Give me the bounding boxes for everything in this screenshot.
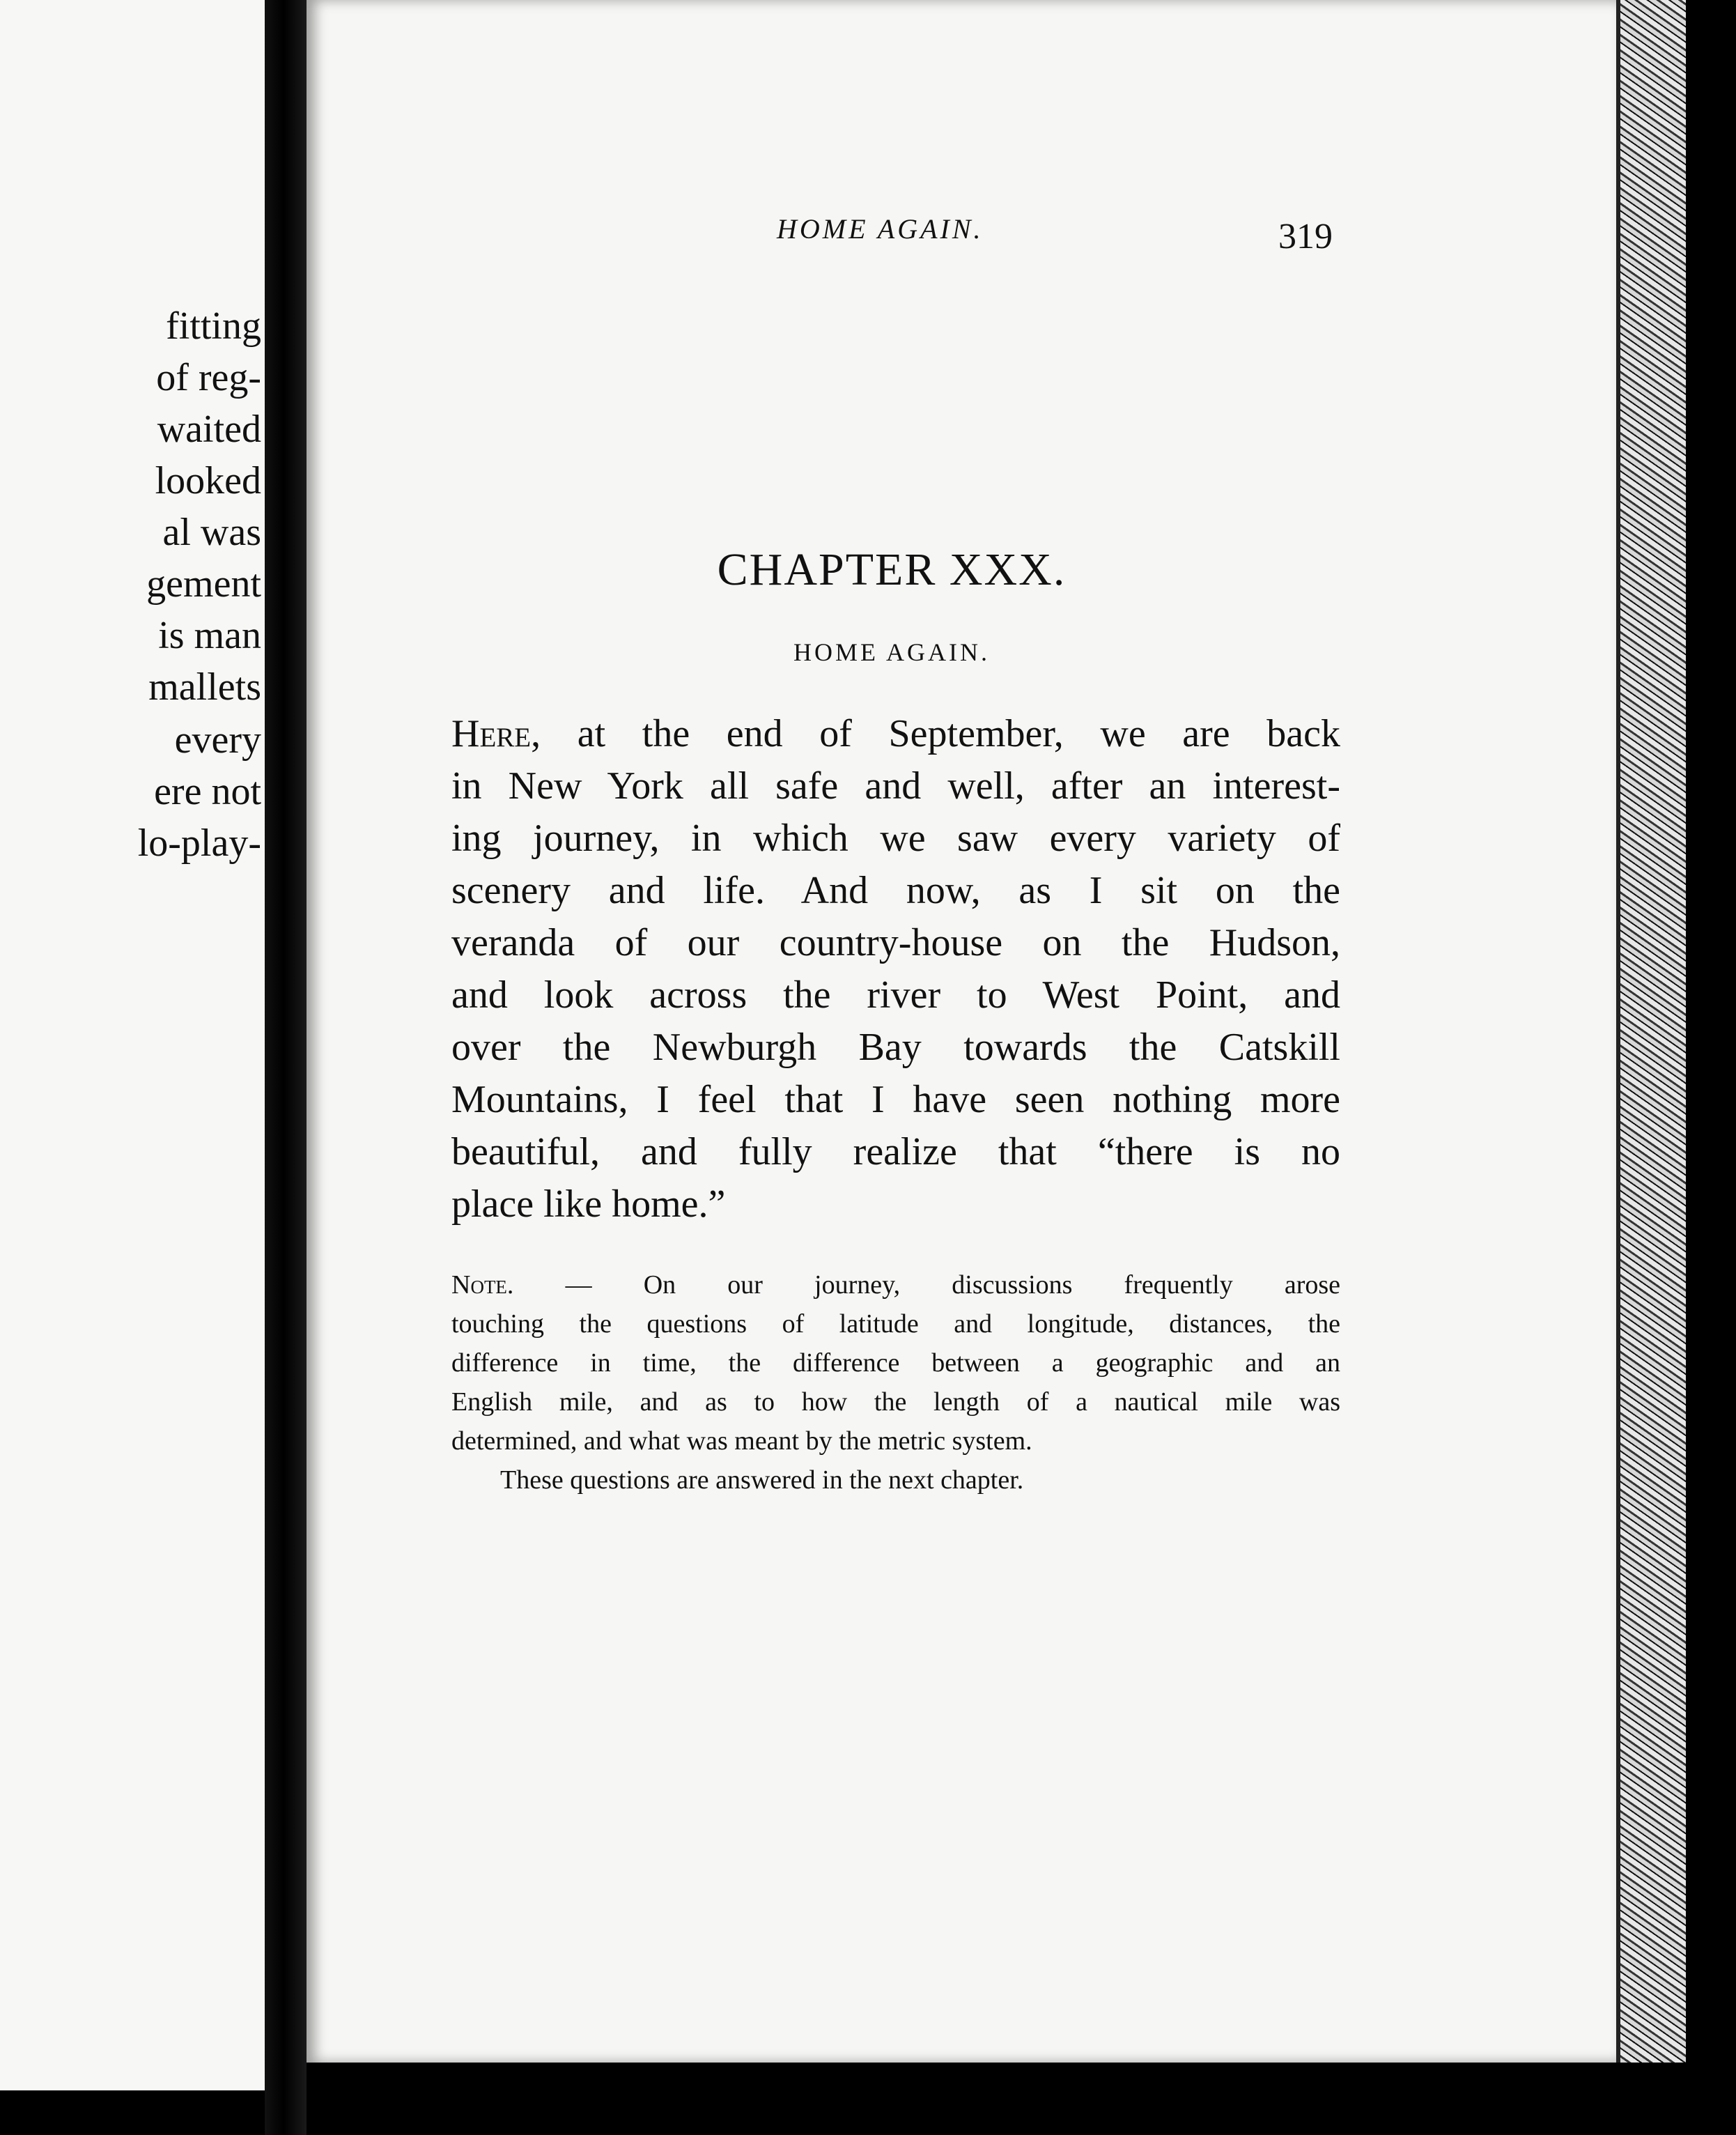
body-line: Mountains, I feel that I have seen nothing more	[451, 1078, 1340, 1121]
footnote	[451, 1265, 1340, 1500]
previous-page-line: gement	[146, 562, 261, 606]
body-line: and look across the river to West Point, and	[451, 973, 1340, 1017]
previous-page-line: al was	[162, 511, 261, 554]
previous-page-line: is man	[158, 614, 261, 657]
previous-page-line: looked	[155, 459, 261, 502]
background-bottom	[307, 2063, 1686, 2135]
note-line: touching the questions of latitude and longitude, distances, the	[451, 1309, 1340, 1339]
previous-page-line: every	[174, 718, 261, 762]
note-line: determined, and what was meant by the metric system.	[451, 1426, 1032, 1456]
chapter-subtitle: HOME AGAIN.	[793, 638, 990, 666]
body-line: in New York all safe and well, after an interest-	[451, 764, 1340, 808]
body-line: Here, at the end of September, we are back	[451, 712, 1340, 755]
previous-page-line: waited	[157, 408, 261, 451]
page-number: 319	[1278, 217, 1333, 256]
lead-word: Here,	[451, 712, 541, 755]
body-line: veranda of our country-house on the Hudson,	[451, 921, 1340, 964]
body-line: over the Newburgh Bay towards the Catskill	[451, 1026, 1340, 1069]
book-gutter	[265, 0, 307, 2135]
body-line: place like home.”	[451, 1182, 726, 1226]
previous-page-line: of reg-	[156, 356, 261, 399]
note-label: Note.	[451, 1270, 514, 1300]
previous-page-line: ere not	[154, 770, 261, 813]
note-line: difference in time, the difference between a geographic and an	[451, 1348, 1340, 1378]
chapter-title: CHAPTER XXX.	[717, 544, 1067, 595]
body-line: beautiful, and fully realize that “there is no	[451, 1130, 1340, 1173]
previous-page-line: lo-play-	[137, 822, 261, 865]
background-edge	[1686, 0, 1736, 2135]
previous-page-line: fitting	[166, 305, 261, 348]
note-line: Note. — On our journey, discussions frequently arose	[451, 1270, 1340, 1300]
decorated-page-edge	[1616, 0, 1690, 2063]
note-closing: These questions are answered in the next chapter.	[500, 1465, 1024, 1495]
previous-page-line: mallets	[148, 665, 261, 709]
body-paragraph	[451, 708, 1340, 1231]
body-line: scenery and life. And now, as I sit on the	[451, 869, 1340, 912]
note-line: English mile, and as to how the length of a nautical mile was	[451, 1387, 1340, 1417]
running-title: HOME AGAIN.	[777, 213, 984, 245]
previous-page	[0, 0, 265, 2090]
body-line: ing journey, in which we saw every variety of	[451, 817, 1340, 860]
